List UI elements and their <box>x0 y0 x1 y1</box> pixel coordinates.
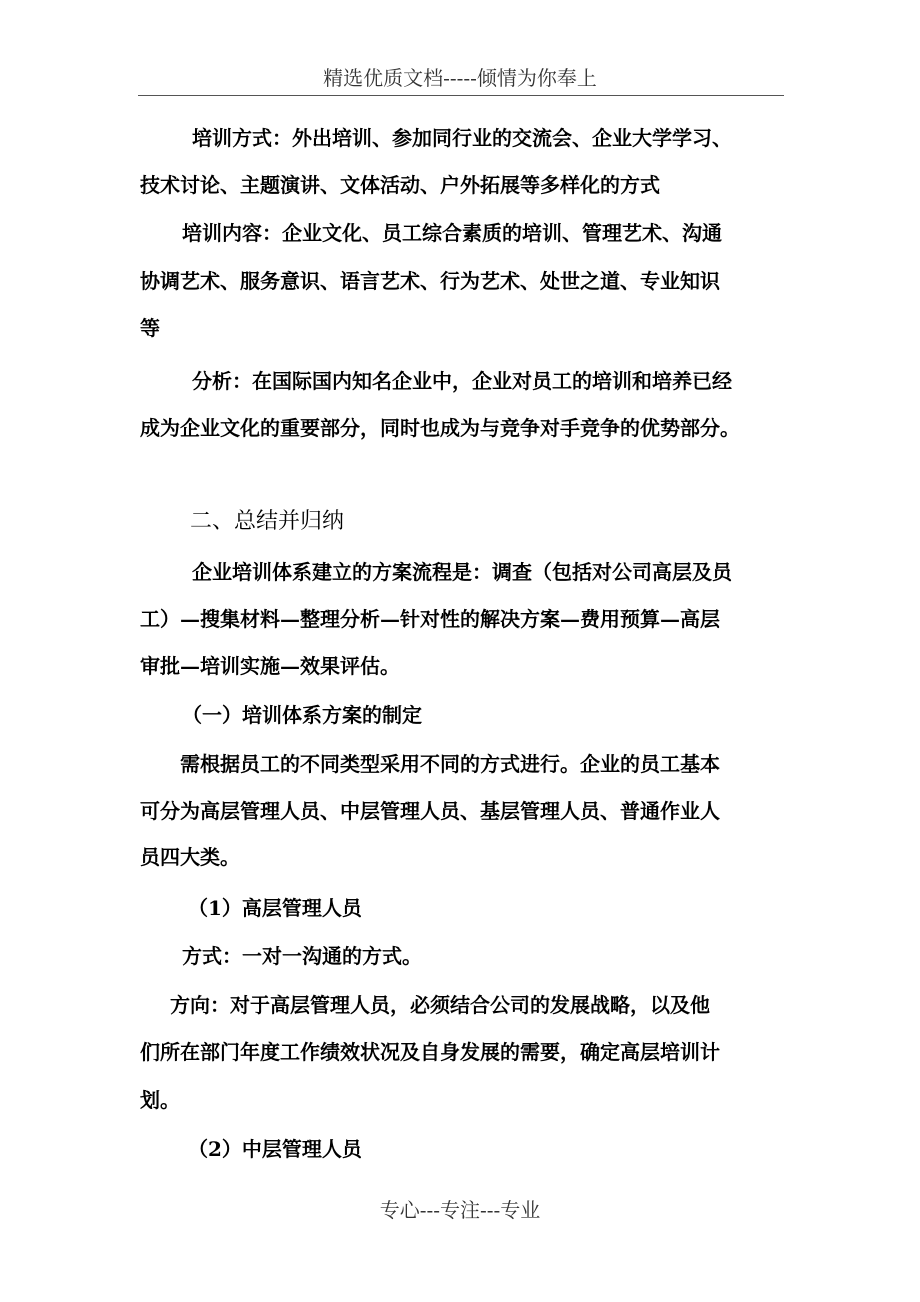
text-line: 成为企业文化的重要部分，同时也成为与竞争对手竞争的优势部分。 <box>140 416 740 440</box>
text-line: 协调艺术、服务意识、语言艺术、行为艺术、处世之道、专业知识 <box>140 269 720 293</box>
page-footer: 专心---专注---专业 <box>379 1198 541 1222</box>
text-line: 需根据员工的不同类型采用不同的方式进行。企业的员工基本 <box>180 752 720 776</box>
text-line: 们所在部门年度工作绩效状况及自身发展的需要，确定高层培训计 <box>140 1040 720 1064</box>
subsection-heading: （2）中层管理人员 <box>188 1137 362 1161</box>
text-line: 培训方式：外出培训、参加同行业的交流会、企业大学学习、 <box>192 126 732 150</box>
text-line: 技术讨论、主题演讲、文体活动、户外拓展等多样化的方式 <box>140 173 660 197</box>
text-line: 等 <box>140 316 160 340</box>
text-line: 审批—培训实施—效果评估。 <box>140 654 400 678</box>
text-line: 工）—搜集材料—整理分析—针对性的解决方案—费用预算—高层 <box>140 607 720 631</box>
subsection-heading: （一）培训体系方案的制定 <box>182 703 422 727</box>
text-line: 员四大类。 <box>140 845 240 869</box>
text-line: 划。 <box>140 1088 180 1112</box>
text-line: 可分为高层管理人员、中层管理人员、基层管理人员、普通作业人 <box>140 799 720 823</box>
text-line: 企业培训体系建立的方案流程是：调查（包括对公司高层及员 <box>192 560 732 584</box>
text-line: 方式：一对一沟通的方式。 <box>182 944 422 968</box>
text-line: 方向：对于高层管理人员，必须结合公司的发展战略，以及他 <box>170 993 710 1017</box>
page-header: 精选优质文档-----倾情为你奉上 <box>323 66 597 90</box>
header-divider <box>138 95 784 96</box>
section-heading: 二、总结并归纳 <box>190 509 345 534</box>
text-line: 培训内容：企业文化、员工综合素质的培训、管理艺术、沟通 <box>182 221 722 245</box>
text-line: 分析：在国际国内知名企业中，企业对员工的培训和培养已经 <box>192 369 732 393</box>
subsection-heading: （1）高层管理人员 <box>188 896 362 920</box>
